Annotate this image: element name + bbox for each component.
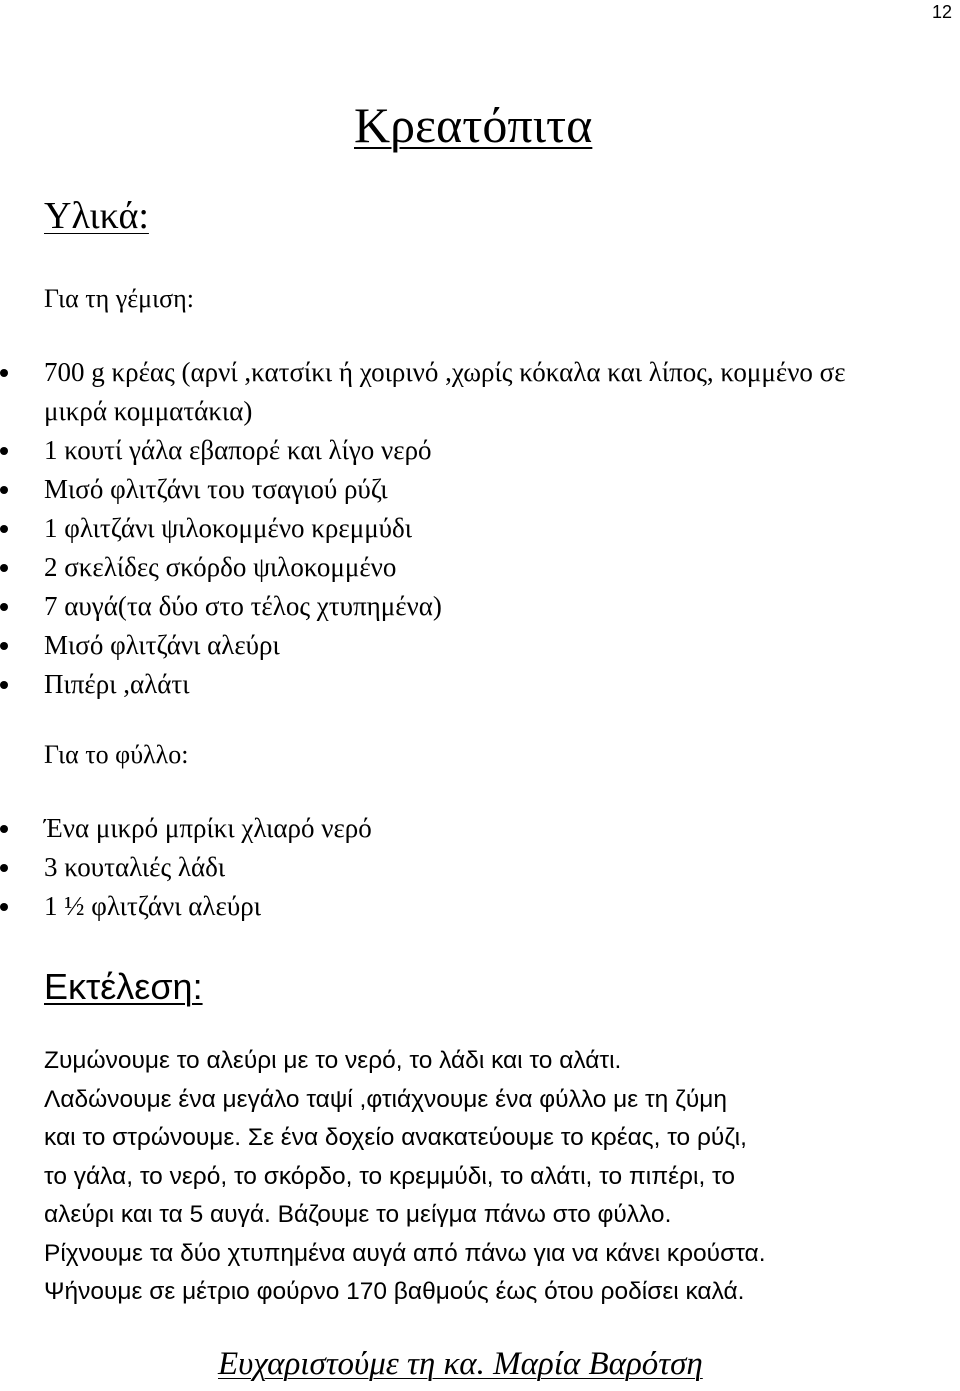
ingredient-text: Μισό φλιτζάνι του τσαγιού ρύζι <box>44 474 388 504</box>
bullet-icon <box>0 642 8 650</box>
list-item <box>0 470 904 509</box>
bullet-icon <box>0 369 8 377</box>
ingredient-text: 3 κουταλιές λάδι <box>44 852 226 882</box>
ingredient-text: Πιπέρι ,αλάτι <box>44 669 190 699</box>
list-item <box>0 848 904 887</box>
list-item <box>0 353 894 431</box>
method-line: το γάλα, το νερό, το σκόρδο, το κρεμμύδι, το αλάτι, το πιπέρι, το <box>44 1162 736 1190</box>
list-item <box>0 587 904 626</box>
method-line: αλεύρι και τα 5 αυγά. Βάζουμε το μείγμα πάνω στο φύλλο. <box>44 1201 672 1228</box>
method-heading: Εκτέλεση: <box>44 966 203 1007</box>
bullet-icon <box>0 681 8 689</box>
list-item <box>0 887 904 926</box>
method-line: Λαδώνουμε ένα μεγάλο ταψί ,φτιάχνουμε ένα φύλλο με τη ζύμη <box>44 1085 728 1113</box>
dough-ingredient-list <box>0 809 904 926</box>
filling-heading: Για τη γέμιση: <box>44 284 194 313</box>
method-line: Ζυμώνουμε το αλεύρι με το νερό, το λάδι και το αλάτι. <box>44 1047 622 1074</box>
ingredient-text: 1 ½ φλιτζάνι αλεύρι <box>44 891 261 921</box>
list-item <box>0 626 904 665</box>
bullet-icon <box>0 447 8 455</box>
list-item <box>0 431 904 470</box>
method-line: Ρίχνουμε τα δύο χτυπημένα αυγά από πάνω για να κάνει κρούστα. <box>44 1239 766 1267</box>
bullet-icon <box>0 486 8 494</box>
ingredient-text: 7 αυγά(τα δύο στο τέλος χτυπημένα) <box>44 591 442 621</box>
list-item <box>0 809 904 848</box>
bullet-icon <box>0 864 8 872</box>
dough-heading: Για το φύλλο: <box>44 740 189 769</box>
filling-ingredient-list <box>0 353 904 704</box>
method-paragraph <box>44 1042 944 1312</box>
bullet-icon <box>0 903 8 911</box>
ingredient-text: 1 κουτί γάλα εβαπορέ και λίγο νερό <box>44 435 432 465</box>
ingredients-heading: Υλικά: <box>44 195 149 237</box>
ingredient-text: 1 φλιτζάνι ψιλοκομμένο κρεμμύδι <box>44 513 413 543</box>
bullet-icon <box>0 525 8 533</box>
ingredient-text: 700 g κρέας (αρνί ,κατσίκι ή χοιρινό ,χωρίς κόκαλα και λίπος, κομμένο σε μικρά κομματάκια) <box>44 357 846 426</box>
list-item <box>0 548 904 587</box>
ingredient-text: Ένα μικρό μπρίκι χλιαρό νερό <box>44 813 372 843</box>
bullet-icon <box>0 825 8 833</box>
bullet-icon <box>0 564 8 572</box>
page-number: 12 <box>931 2 952 22</box>
ingredient-text: Μισό φλιτζάνι αλεύρι <box>44 630 280 660</box>
ingredient-text: 2 σκελίδες σκόρδο ψιλοκομμένο <box>44 552 397 582</box>
recipe-title: Κρεατόπιτα <box>354 97 593 153</box>
method-line: Ψήνουμε σε μέτριο φούρνο 170 βαθμούς έως ότου ροδίσει καλά. <box>44 1278 745 1305</box>
credit-line: Ευχαριστούμε τη κα. Μαρία Βαρότση <box>218 1346 703 1382</box>
list-item <box>0 665 904 704</box>
list-item <box>0 509 904 548</box>
method-line: και το στρώνουμε. Σε ένα δοχείο ανακατεύουμε το κρέας, το ρύζι, <box>44 1124 747 1151</box>
bullet-icon <box>0 603 8 611</box>
